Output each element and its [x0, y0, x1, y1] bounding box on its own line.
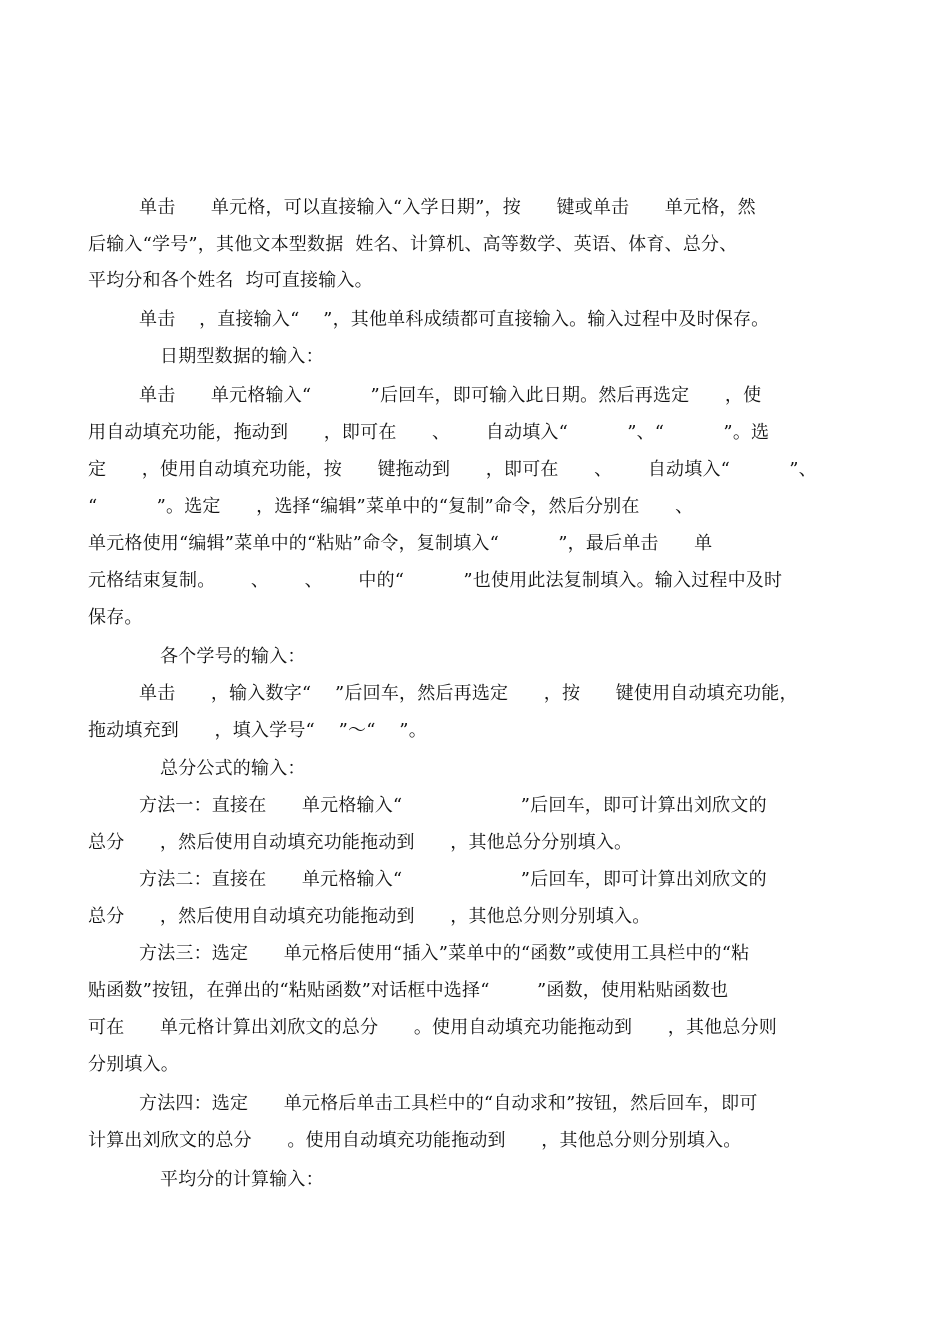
- paragraph-line: 总分 ，然后使用自动填充功能拖动到 ，其他总分分别填入。: [88, 832, 633, 853]
- paragraph-line: 用自动填充功能，拖动到 ，即可在 、 自动填入“ ”、“ ”。选: [88, 422, 770, 443]
- paragraph-line: 单击 单元格，可以直接输入“入学日期”，按 键或单击 单元格，然: [139, 197, 756, 218]
- paragraph-line: 平均分和各个姓名 均可直接输入。: [88, 270, 373, 291]
- paragraph-line: 单击 ，输入数字“ ”后回车，然后再选定 ，按 键使用自动填充功能，: [139, 683, 798, 704]
- paragraph-line: 单元格使用“编辑”菜单中的“粘贴”命令，复制填入“ ”，最后单击 单: [88, 533, 713, 554]
- section-heading: 平均分的计算输入：: [160, 1169, 324, 1190]
- paragraph-line: 单击 单元格输入“ ”后回车，即可输入此日期。然后再选定 ，使: [139, 385, 762, 406]
- paragraph-line: 总分 ，然后使用自动填充功能拖动到 ，其他总分则分别填入。: [88, 906, 651, 927]
- paragraph-line: 方法二：直接在 单元格输入“ ”后回车，即可计算出刘欣文的: [139, 869, 767, 890]
- paragraph-line: 可在 单元格计算出刘欣文的总分 。使用自动填充功能拖动到 ，其他总分则: [88, 1017, 777, 1038]
- section-heading: 各个学号的输入：: [160, 646, 306, 667]
- paragraph-line: “ ”。选定 ，选择“编辑”菜单中的“复制”命令，然后分别在 、: [88, 496, 694, 517]
- paragraph-line: 方法一：直接在 单元格输入“ ”后回车，即可计算出刘欣文的: [139, 795, 767, 816]
- paragraph-line: 后输入“学号”，其他文本型数据 姓名、计算机、高等数学、英语、体育、总分、: [88, 234, 738, 255]
- paragraph-line: 方法四：选定 单元格后单击工具栏中的“自动求和”按钮，然后回车，即可: [139, 1093, 758, 1114]
- paragraph-line: 单击 ，直接输入“ ”，其他单科成绩都可直接输入。输入过程中及时保存。: [139, 309, 770, 330]
- paragraph-line: 保存。: [88, 607, 143, 628]
- section-heading: 日期型数据的输入：: [160, 346, 324, 367]
- paragraph-line: 定 ，使用自动填充功能，按 键拖动到 ，即可在 、 自动填入“ ”、: [88, 459, 817, 480]
- paragraph-line: 分别填入。: [88, 1054, 179, 1075]
- paragraph-line: 计算出刘欣文的总分 。使用自动填充功能拖动到 ，其他总分则分别填入。: [88, 1130, 742, 1151]
- paragraph-line: 元格结束复制。 、 、 中的“ ”也使用此法复制填入。输入过程中及时: [88, 570, 783, 591]
- paragraph-line: 方法三：选定 单元格后使用“插入”菜单中的“函数”或使用工具栏中的“粘: [139, 943, 750, 964]
- section-heading: 总分公式的输入：: [160, 758, 306, 779]
- paragraph-line: 贴函数”按钮，在弹出的“粘贴函数”对话框中选择“ ”函数，使用粘贴函数也: [88, 980, 729, 1001]
- paragraph-line: 拖动填充到 ，填入学号“ ”～“ ”。: [88, 720, 427, 741]
